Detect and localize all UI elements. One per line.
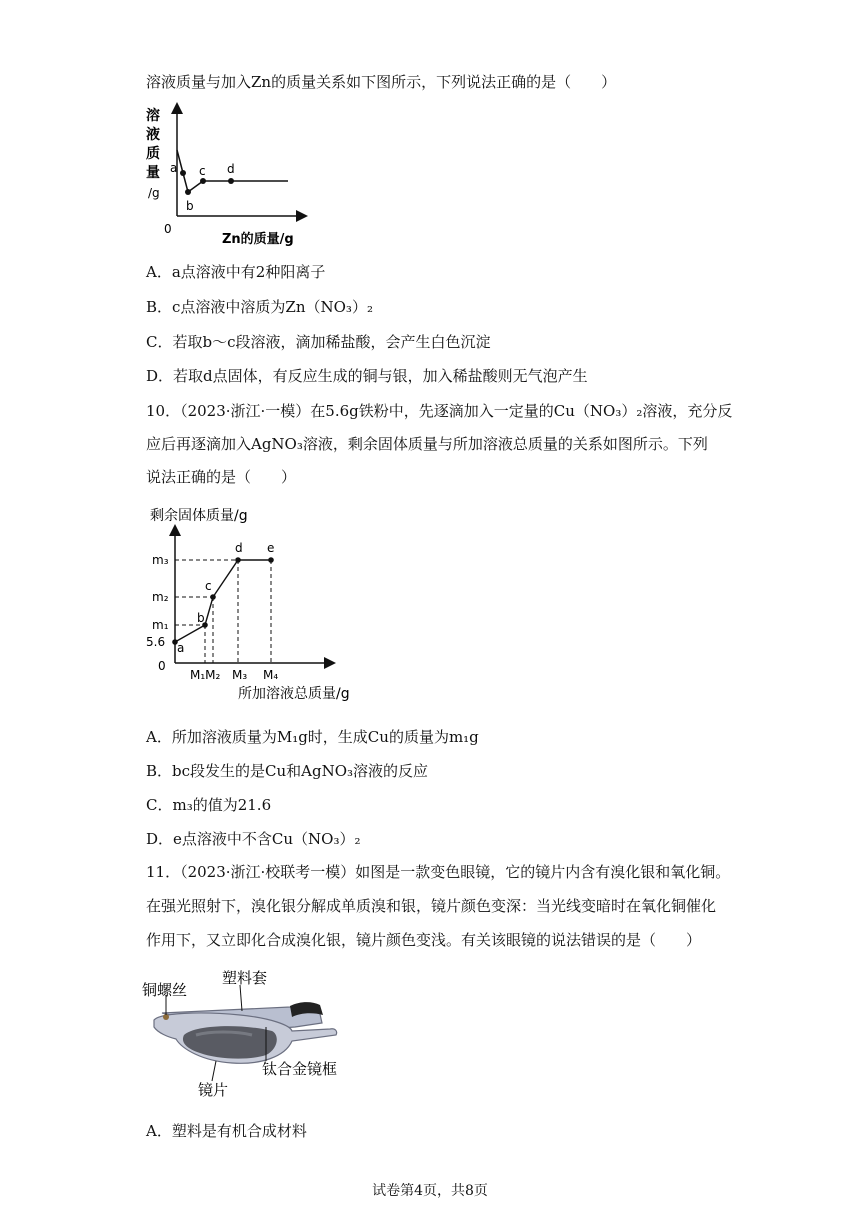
q9-ylabel-1: 液 — [146, 127, 160, 143]
q10-point-d — [235, 557, 241, 563]
q9-ylabel-3: 量 — [146, 165, 160, 181]
q10-ytick-5-6: 5.6 — [146, 635, 166, 649]
label-titanium-frame: 钛合金镜框 — [262, 1060, 338, 1078]
q10-ytick-m1: m₁ — [152, 618, 169, 632]
q10-ylabel: 剩余固体质量/g — [150, 508, 248, 524]
q10-option-c: C．m₃的值为21.6 — [146, 796, 272, 814]
q10-option-d: D．e点溶液中不含Cu（NO₃）₂ — [146, 830, 361, 848]
q10-point-e — [268, 557, 274, 563]
q9-ylabel-0: 溶 — [146, 108, 160, 124]
q9-option-d: D．若取d点固体，有反应生成的铜与银，加入稀盐酸则无气泡产生 — [146, 367, 588, 385]
q10-xtick-m3: M₃ — [232, 668, 248, 682]
page-footer: 试卷第4页，共8页 — [372, 1183, 488, 1199]
q10-label-a: a — [177, 641, 185, 655]
q9-label-a: a — [170, 161, 178, 175]
q10-option-b: B．bc段发生的是Cu和AgNO₃溶液的反应 — [146, 762, 429, 780]
label-copper-screw: 铜螺丝 — [142, 981, 188, 999]
q11-option-a: A．塑料是有机合成材料 — [146, 1122, 307, 1140]
q9-curve — [177, 150, 260, 192]
q10-label-e: e — [267, 541, 275, 555]
glasses-figure — [140, 965, 380, 1105]
q10-stem-line-3: 说法正确的是（ ） — [146, 468, 297, 486]
q9-label-b: b — [186, 199, 194, 213]
q9-point-d — [228, 178, 234, 184]
q10-xtick-m1m2: M₁M₂ — [190, 668, 221, 682]
q9-origin: 0 — [164, 222, 172, 236]
q9-option-a: A．a点溶液中有2种阳离子 — [146, 263, 326, 281]
label-plastic-sleeve: 塑料套 — [222, 969, 268, 987]
q10-ytick-m3: m₃ — [152, 553, 169, 567]
q9-label-d: d — [227, 162, 235, 176]
q9-ylabel-4: /g — [148, 186, 160, 200]
q10-origin: 0 — [158, 659, 166, 673]
q9-point-a — [180, 170, 186, 176]
q9-option-b: B．c点溶液中溶质为Zn（NO₃）₂ — [146, 298, 373, 316]
q10-curve — [175, 560, 271, 642]
q9-label-c: c — [199, 164, 206, 178]
q10-point-c — [210, 594, 216, 600]
q9-point-b — [185, 189, 191, 195]
q9-stem: 溶液质量与加入Zn的质量关系如下图所示，下列说法正确的是（ ） — [146, 73, 617, 91]
q9-xlabel: Zn的质量/g — [222, 232, 294, 247]
q10-option-a: A．所加溶液质量为M₁g时，生成Cu的质量为m₁g — [146, 728, 479, 746]
q11-stem-line-3: 作用下，又立即化合成溴化银，镜片颜色变浅。有关该眼镜的说法错误的是（ ） — [146, 931, 702, 949]
q9-graph — [140, 100, 320, 250]
q10-label-c: c — [205, 579, 212, 593]
q9-point-c — [200, 178, 206, 184]
q10-label-d: d — [235, 541, 243, 555]
q9-option-c: C．若取b～c段溶液，滴加稀盐酸，会产生白色沉淀 — [146, 333, 491, 351]
q9-ylabel-2: 质 — [146, 146, 160, 162]
q10-graph — [140, 500, 390, 710]
q10-stem-line-1: 10．（2023·浙江·一模）在5.6g铁粉中，先逐滴加入一定量的Cu（NO₃）₂溶液，充分反 — [146, 402, 733, 420]
q10-xtick-m4: M₄ — [263, 668, 279, 682]
q10-stem-line-2: 应后再逐滴加入AgNO₃溶液，剩余固体质量与所加溶液总质量的关系如图所示。下列 — [146, 435, 708, 453]
q10-xlabel: 所加溶液总质量/g — [238, 686, 350, 702]
q10-label-b: b — [197, 611, 205, 625]
q11-stem-line-1: 11．（2023·浙江·校联考一模）如图是一款变色眼镜，它的镜片内含有溴化银和氧化铜。 — [146, 863, 731, 881]
q10-ytick-m2: m₂ — [152, 590, 169, 604]
label-lens: 镜片 — [198, 1081, 229, 1099]
q11-stem-line-2: 在强光照射下，溴化银分解成单质溴和银，镜片颜色变深：当光线变暗时在氧化铜催化 — [146, 897, 717, 915]
